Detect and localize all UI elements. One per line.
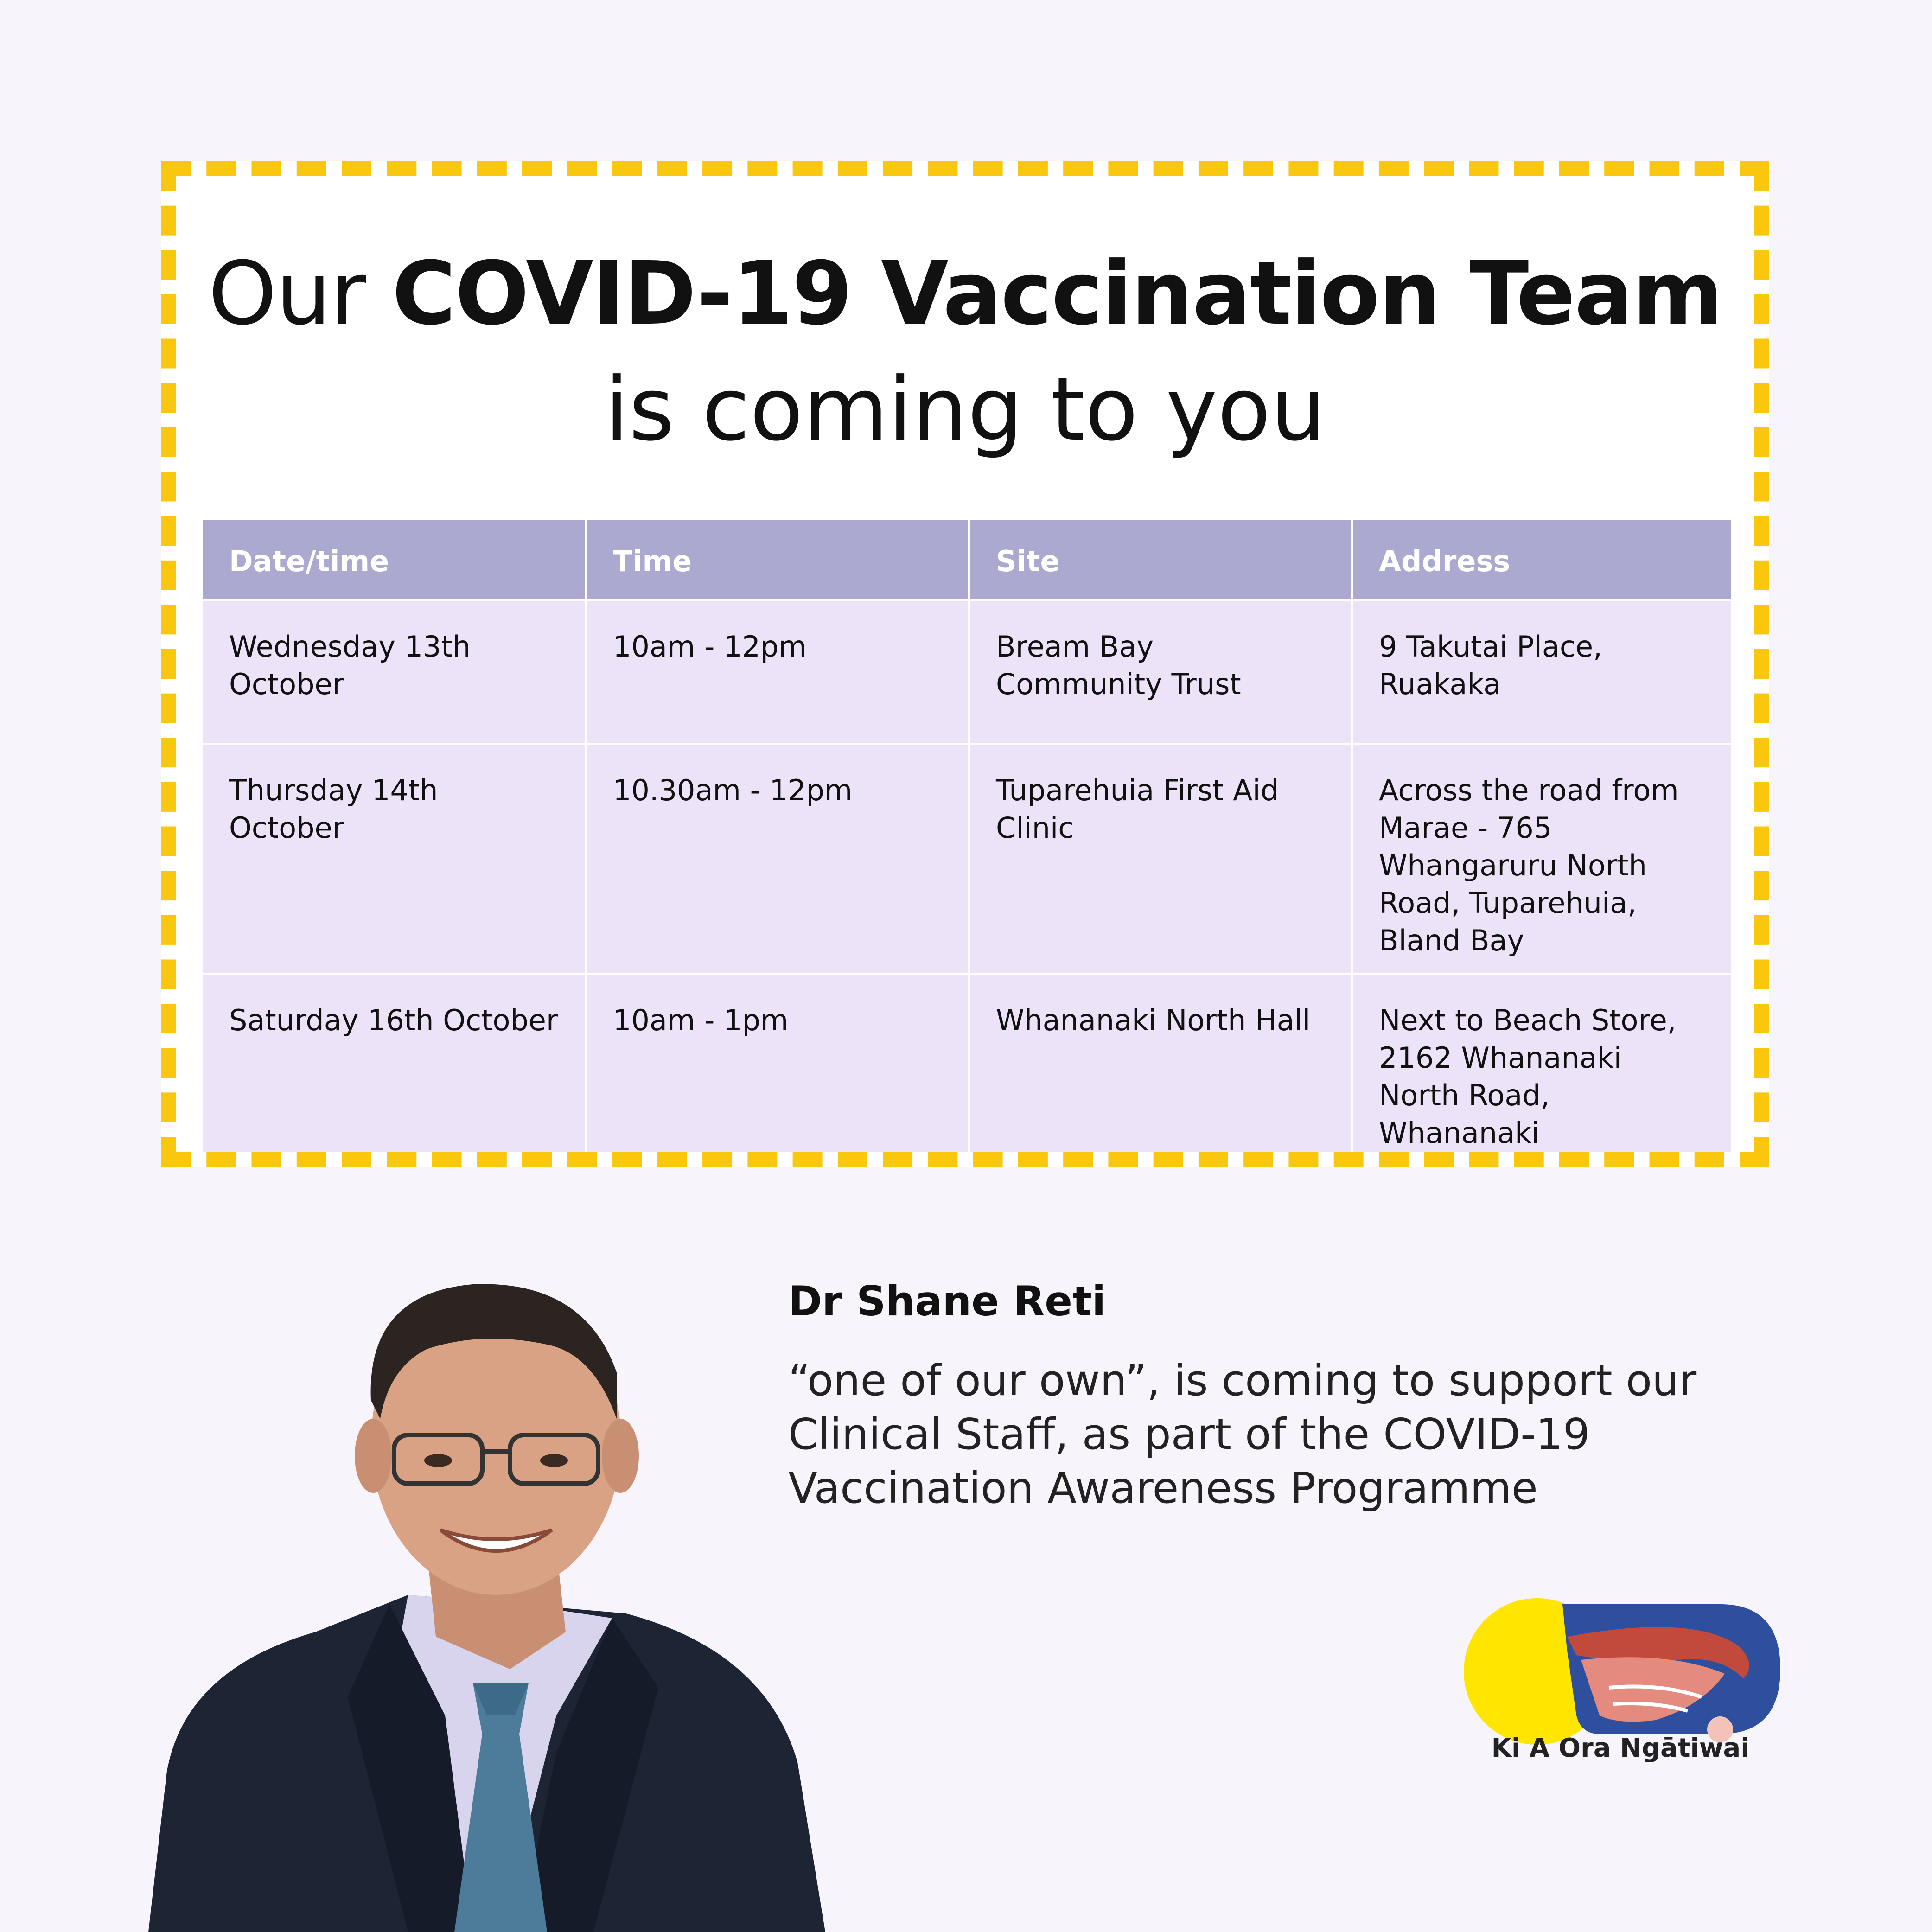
headline-line-2: is coming to you: [605, 359, 1326, 460]
schedule-table: [203, 520, 1731, 1152]
table-cell: 10am - 12pm: [586, 600, 969, 744]
column-header: Time: [586, 520, 969, 600]
table-cell: 10.30am - 12pm: [586, 744, 969, 974]
person-description: “one of our own”, is coming to support our Clinical Staff, as part of the COVID-19 Vaccination Awareness Programme: [788, 1356, 1697, 1513]
column-header: Address: [1352, 520, 1731, 600]
table-row: [203, 974, 1731, 1152]
column-header: Site: [969, 520, 1352, 600]
table-header-row: [203, 520, 1731, 600]
person-name: Dr Shane Reti: [788, 1277, 1106, 1325]
table-row: [203, 744, 1731, 974]
table-cell: Whananaki North Hall: [969, 974, 1352, 1152]
table-cell: Across the road from Marae - 765 Whangaruru North Road, Tuparehuia, Bland Bay: [1352, 744, 1731, 974]
table-row: [203, 600, 1731, 744]
table-cell: Thursday 14th October: [203, 744, 586, 974]
table-cell: 10am - 1pm: [586, 974, 969, 1152]
headline-bold: COVID-19 Vaccination Team: [392, 243, 1722, 344]
table-cell: Tuparehuia First Aid Clinic: [969, 744, 1352, 974]
headline: [161, 243, 1769, 460]
table-cell: 9 Takutai Place, Ruakaka: [1352, 600, 1731, 744]
table-cell: Saturday 16th October: [203, 974, 586, 1152]
table-cell: Bream Bay Community Trust: [969, 600, 1352, 744]
column-header: Date/time: [203, 520, 586, 600]
headline-line-1: Our COVID-19 Vaccination Team: [208, 243, 1722, 344]
table-cell: Wednesday 13th October: [203, 600, 586, 744]
logo-text: Ki A Ora Ngātiwai: [1491, 1733, 1750, 1763]
table-cell: Next to Beach Store, 2162 Whananaki North Road, Whananaki: [1352, 974, 1731, 1152]
